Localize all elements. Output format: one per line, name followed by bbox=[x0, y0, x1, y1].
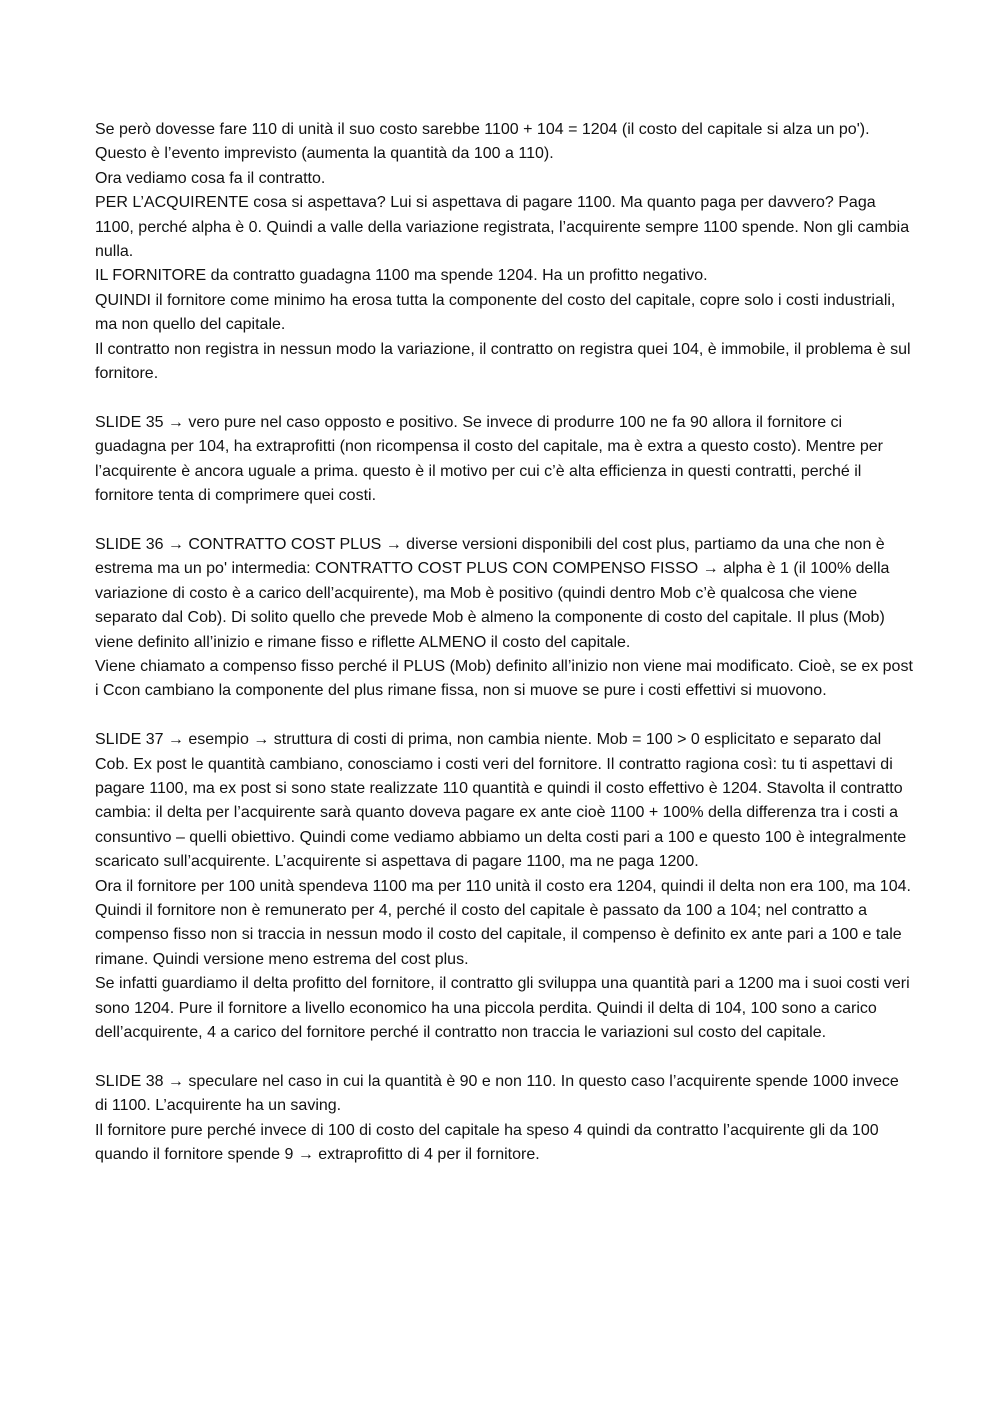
text-line: SLIDE 36 → CONTRATTO COST PLUS → diverse versioni disponibili del cost plus, partiamo da una che non è estrema ma un po' intermedia: CONTRATTO COST PLUS CON COMPENSO FISSO → alpha è 1 (il 100% della variazione di costo è a carico dell’acquirente), ma Mob è positivo (quindi dentro Mob c’è qualcosa che viene separato dal Cob). Di solito quello che prevede Mob è almeno la componente di costo del capitale. Il plus (Mob) viene definito all’inizio e rimane fisso e riflette ALMENO il costo del capitale. bbox=[95, 535, 894, 651]
text-line: PER L’ACQUIRENTE cosa si aspettava? Lui si aspettava di pagare 1100. Ma quanto paga per davvero? Paga 1100, perché alpha è 0. Quindi a valle della variazione registrata, l’acquirente sempre 1100 spende. Non gli cambia nulla. bbox=[95, 194, 914, 261]
text-line: IL FORNITORE da contratto guadagna 1100 ma spende 1204. Ha un profitto negativo. bbox=[95, 267, 708, 285]
text-line: Se infatti guardiamo il delta profitto del fornitore, il contratto gli sviluppa una quantità pari a 1200 ma i suoi costi veri sono 1204. Pure il fornitore a livello economico ha una piccola perdita. Quindi il delta di 104, 100 sono a carico dell’acquirente, 4 a carico del fornitore perché il contratto non traccia le variazioni sul costo del capitale. bbox=[95, 975, 915, 1041]
text-line: SLIDE 35 → vero pure nel caso opposto e positivo. Se invece di produrre 100 ne fa 90 allora il fornitore ci guadagna per 104, ha extraprofitti (non ricompensa il costo del capitale, ma è extra a questo costo). Mentre per l’acquirente è ancora uguale a prima. questo è il motivo per cui c’è alta efficienza in questi contratti, perché il fornitore tenta di comprimere quei costi. bbox=[95, 413, 888, 505]
text-line: Ora vediamo cosa fa il contratto. bbox=[95, 169, 326, 187]
text-line: Se però dovesse fare 110 di unità il suo costo sarebbe 1100 + 104 = 1204 (il costo del capitale si alza un po'). Questo è l’evento imprevisto (aumenta la quantità da 100 a 110). bbox=[95, 121, 874, 163]
text-line: SLIDE 38 → speculare nel caso in cui la quantità è 90 e non 110. In questo caso l’acquirente spende 1000 invece di 1100. L’acquirente ha un saving. bbox=[95, 1072, 904, 1115]
paragraph-slide-38 bbox=[95, 1070, 915, 1168]
text-line: Viene chiamato a compenso fisso perché il PLUS (Mob) definito all’inizio non viene mai modificato. Cioè, se ex post i Ccon cambiano la componente del plus rimane fissa, non si muove se pure i costi effettivi si muovono. bbox=[95, 657, 918, 700]
document-page bbox=[95, 118, 918, 1192]
paragraph-slide-35 bbox=[95, 411, 915, 509]
text-line: Il fornitore pure perché invece di 100 di costo del capitale ha speso 4 quindi da contratto l’acquirente gli da 100 quando il fornitore spende 9 → extraprofitto di 4 per il fornitore. bbox=[95, 1121, 884, 1163]
text-line: Il contratto non registra in nessun modo la variazione, il contratto on registra quei 104, è immobile, il problema è sul fornitore. bbox=[95, 340, 915, 383]
text-line: QUINDI il fornitore come minimo ha erosa tutta la componente del costo del capitale, copre solo i costi industriali, ma non quello del capitale. bbox=[95, 291, 900, 334]
paragraph-slide-37 bbox=[95, 728, 915, 1045]
paragraph-1 bbox=[95, 118, 915, 386]
text-line: Ora il fornitore per 100 unità spendeva 1100 ma per 110 unità il costo era 1204, quindi il delta non era 100, ma 104. Quindi il fornitore non è remunerato per 4, perché il costo del capitale è passato da 100 a 104; nel contratto a compenso fisso non si traccia in nessun modo il costo del capitale, il compenso è definito ex ante pari a 100 e tale rimane. Quindi versione meno estrema del cost plus. bbox=[95, 877, 916, 968]
paragraph-slide-36 bbox=[95, 533, 918, 704]
text-line: SLIDE 37 → esempio → struttura di costi di prima, non cambia niente. Mob = 100 > 0 esplicitato e separato dal Cob. Ex post le quantità cambiano, conosciamo i costi veri del fornitore. Il contratto ragiona così: tu ti aspettavi di pagare 1100, ma ex post si sono state realizzate 110 quantità e quindi il costo effettivo è 1204. Stavolta il contratto cambia: il delta per l’acquirente sarà quanto doveva pagare ex ante cioè 1100 + 100% della differenza tra i costi a consuntivo – quelli obiettivo. Quindi come vediamo abbiamo un delta costi pari a 100 e questo 100 è integralmente scaricato sull’acquirente. L’acquirente si aspettava di pagare 1100, ma ne paga 1200. bbox=[95, 731, 911, 871]
